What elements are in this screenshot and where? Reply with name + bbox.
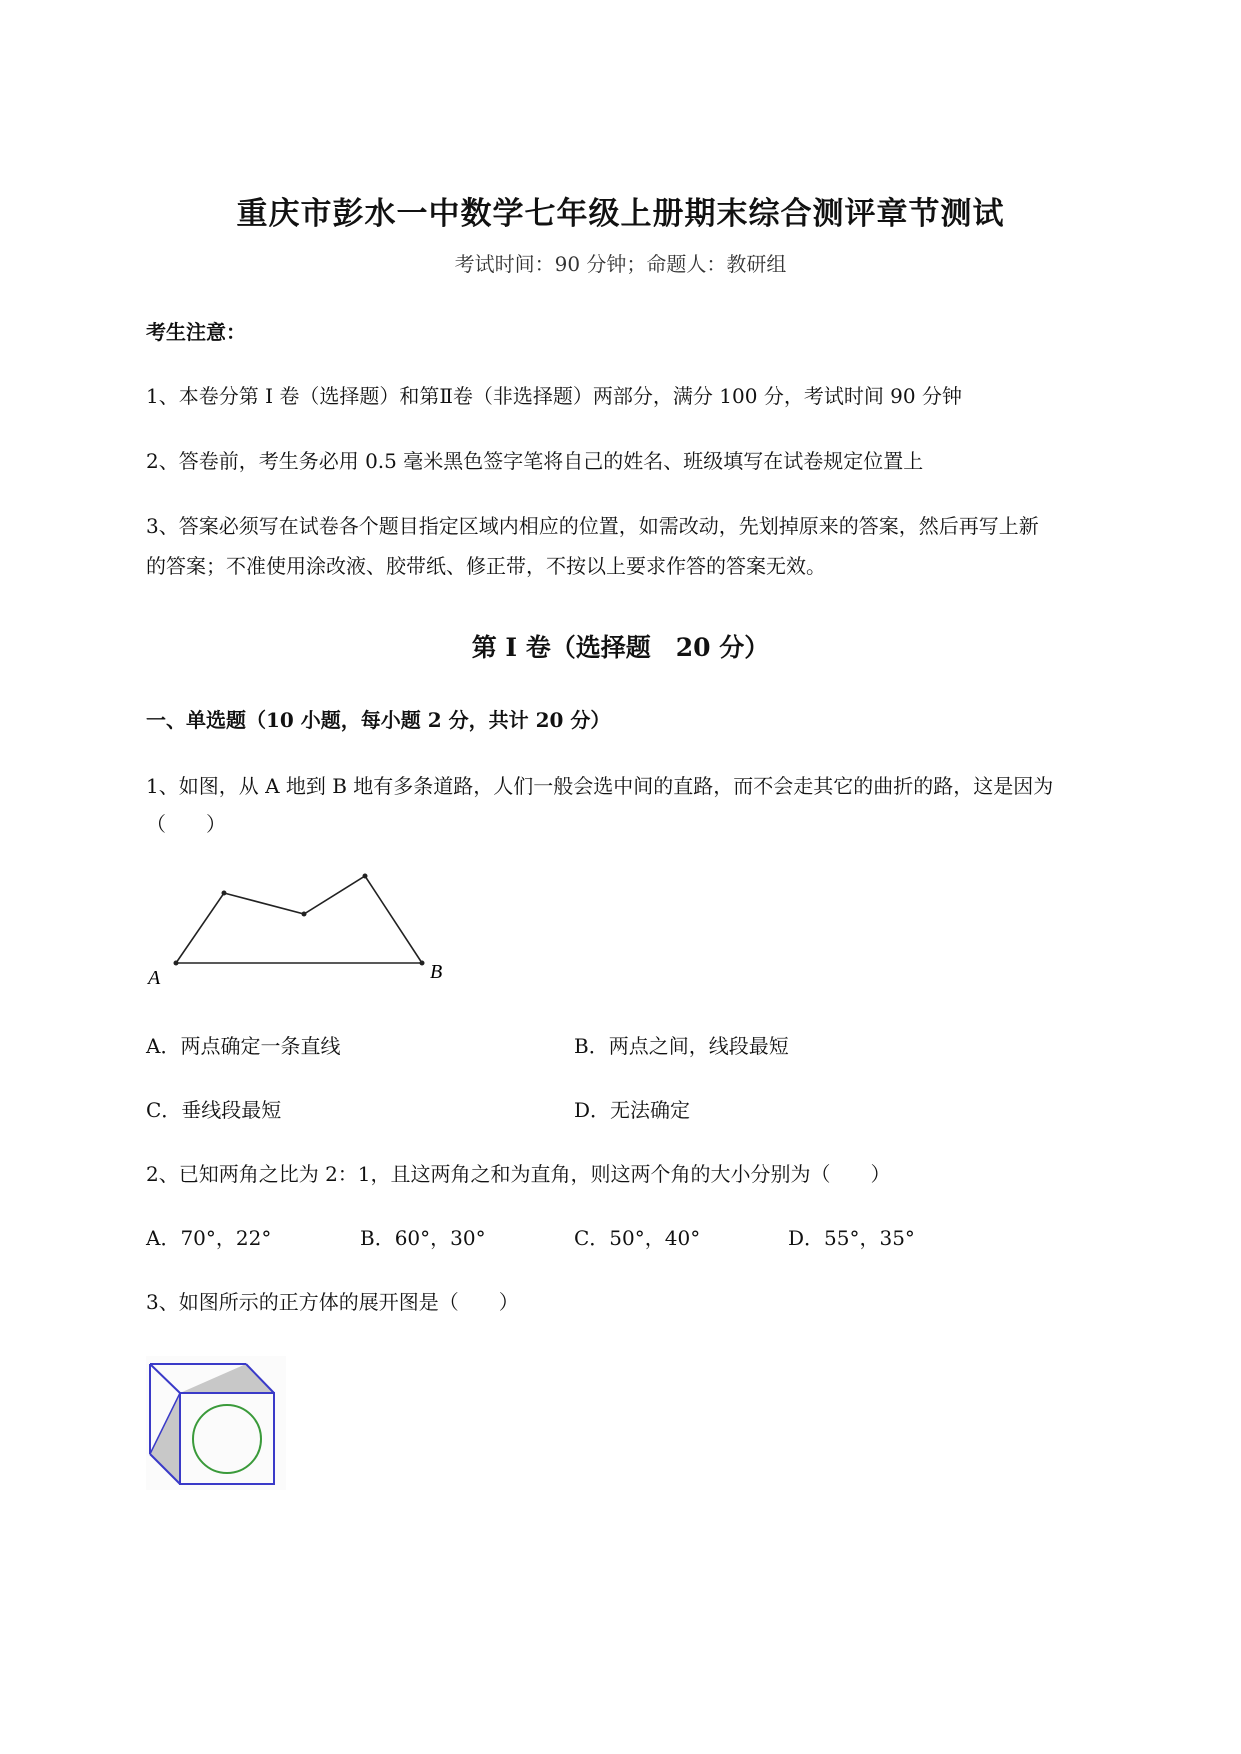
question-3-cube-figure <box>146 1356 286 1490</box>
section-title: 第 I 卷（选择题 20 分） <box>471 633 770 662</box>
question-1-option-b: B．两点之间，线段最短 <box>574 1034 789 1058</box>
notice-heading: 考生注意： <box>146 320 246 344</box>
question-2-option-a: A．70°，22° <box>146 1226 272 1250</box>
question-1-figure <box>140 870 460 990</box>
curved-path <box>176 876 422 963</box>
notice-item-3-cont: 的答案；不准使用涂改液、胶带纸、修正带，不按以上要求作答的答案无效。 <box>146 554 826 578</box>
point-b-label: B <box>430 961 443 983</box>
question-1-option-d: D．无法确定 <box>574 1098 691 1122</box>
part-title: 一、单选题（10 小题，每小题 2 分，共计 20 分） <box>146 708 611 732</box>
question-2-option-b: B．60°，30° <box>360 1226 486 1250</box>
question-1-option-a: A．两点确定一条直线 <box>146 1034 341 1058</box>
question-1-stem-cont: （ ） <box>146 812 226 836</box>
question-3-stem: 3、如图所示的正方体的展开图是（ ） <box>146 1290 519 1314</box>
question-1-option-c: C．垂线段最短 <box>146 1098 282 1122</box>
notice-item-1: 1、本卷分第 I 卷（选择题）和第Ⅱ卷（非选择题）两部分，满分 100 分，考试时间 90 分钟 <box>146 384 962 408</box>
notice-item-3: 3、答案必须写在试卷各个题目指定区域内相应的位置，如需改动，先划掉原来的答案，然后再写上新 <box>146 514 1039 538</box>
point-a-label: A <box>148 967 161 989</box>
question-1-stem: 1、如图，从 A 地到 B 地有多条道路，人们一般会选中间的直路，而不会走其它的曲折的路，这是因为 <box>146 774 1054 798</box>
page-title: 重庆市彭水一中数学七年级上册期末综合测评章节测试 <box>236 196 1005 232</box>
exam-info: 考试时间：90 分钟；命题人：教研组 <box>454 252 787 276</box>
question-2-option-c: C．50°，40° <box>574 1226 701 1250</box>
question-2-option-d: D．55°，35° <box>788 1226 915 1250</box>
question-2-stem: 2、已知两角之比为 2：1，且这两角之和为直角，则这两个角的大小分别为（ ） <box>146 1162 891 1186</box>
notice-item-2: 2、答卷前，考生务必用 0.5 毫米黑色签字笔将自己的姓名、班级填写在试卷规定位置上 <box>146 449 924 473</box>
